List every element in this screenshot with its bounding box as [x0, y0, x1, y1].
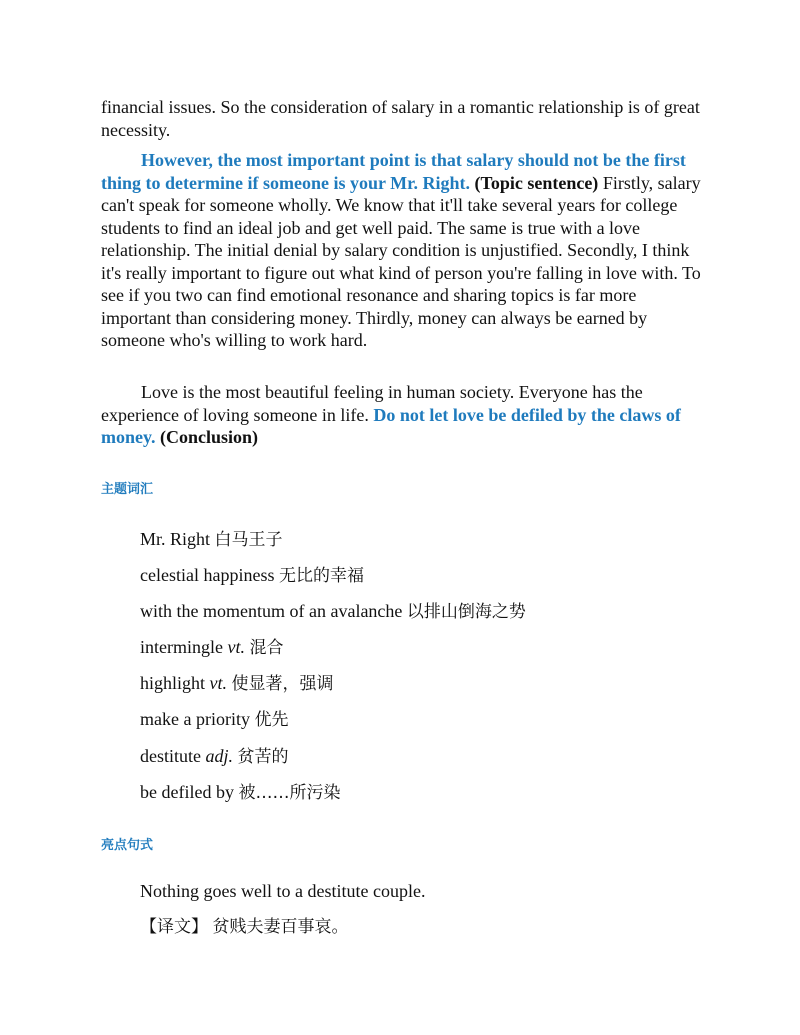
vocab-term: make a priority: [140, 709, 250, 729]
vocab-item: [140, 708, 288, 731]
sentence-heading: 亮点句式: [101, 838, 154, 853]
vocab-term: destitute: [140, 746, 201, 766]
highlight-sentence: Nothing goes well to a destitute couple.: [140, 881, 426, 901]
vocab-heading: 主题词汇: [101, 482, 154, 497]
vocab-pos: adj.: [205, 746, 234, 766]
vocab-item: [140, 745, 289, 768]
vocab-translation: 贫苦的: [237, 747, 289, 767]
vocab-item: [140, 672, 334, 695]
intro-text: financial issues. So the consideration of salary in a romantic relationship is of great necessity.: [101, 97, 700, 140]
vocab-pos: vt.: [227, 637, 245, 657]
intro-paragraph: [101, 96, 701, 141]
vocab-translation: 使显著，强调: [231, 674, 334, 694]
vocab-term: Mr. Right: [140, 529, 211, 549]
conclusion-paragraph: [101, 381, 701, 449]
vocab-term: highlight: [140, 673, 206, 693]
vocab-term: celestial happiness: [140, 565, 275, 585]
vocab-item: [140, 564, 364, 587]
vocab-item: [140, 600, 526, 623]
vocab-term: with the momentum of an avalanche: [140, 601, 403, 621]
vocab-translation: 混合: [249, 638, 284, 658]
body-text: Firstly, salary can't speak for someone wholly. We know that it'll take several years for college students to find an ideal job and get well paid. The same is true with a love relationship. The initial denial by salary condition is unjustified. Secondly, I think it's really important to figure out what kind of person you're falling in love with. To see if you two can find emotional resonance and sharing topics is far more important than considering money. Thirdly, money can always be earned by someone who's willing to work hard.: [101, 172, 701, 350]
topic-sentence: However, the most important point is that salary should not be the first thing to determine if someone is your Mr. Right.: [101, 150, 686, 193]
vocab-term: intermingle: [140, 637, 223, 657]
vocab-item: [140, 528, 283, 551]
vocab-translation: 优先: [254, 710, 289, 730]
vocab-translation: 白马王子: [214, 530, 283, 550]
vocab-term: be defiled by: [140, 782, 234, 802]
vocab-translation: 无比的幸福: [278, 566, 364, 586]
vocab-translation: 以排山倒海之势: [406, 602, 526, 622]
conclusion-text: Love is the most beautiful feeling in human society. Everyone has the experience of loving someone in life.: [101, 382, 643, 425]
translation-text: 贫贱夫妻百事哀。: [212, 917, 349, 937]
conclusion-highlight: Do not let love be defiled by the claws of money.: [101, 404, 681, 447]
vocab-item: [140, 636, 283, 659]
topic-sentence-tag: (Topic sentence): [474, 172, 599, 193]
conclusion-tag: (Conclusion): [160, 427, 259, 447]
vocab-pos: vt.: [209, 673, 228, 693]
vocab-translation: 被……所污染: [238, 783, 341, 803]
translation-line: [140, 915, 349, 938]
vocab-item: [140, 781, 340, 804]
body-paragraph: [101, 149, 701, 352]
translation-label: 【译文】: [140, 917, 208, 937]
